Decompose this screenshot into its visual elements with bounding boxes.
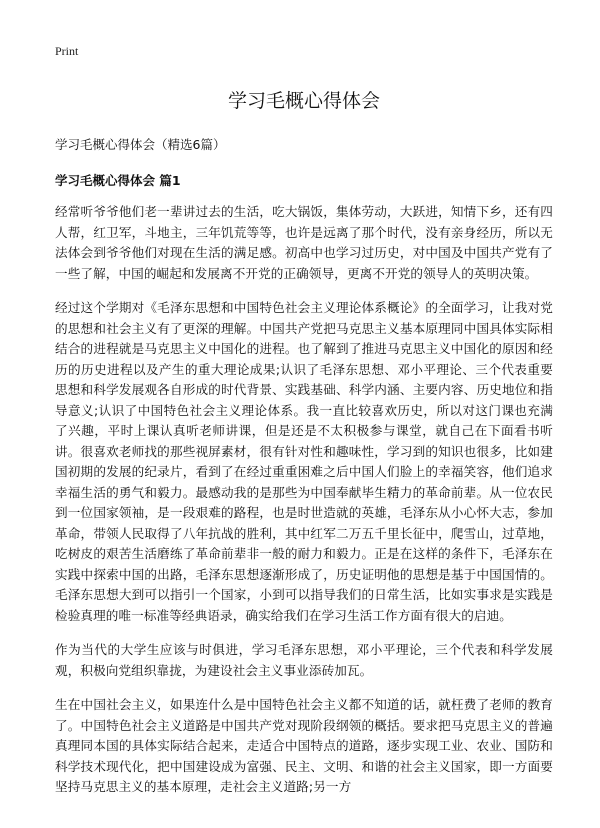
page-title: 学习毛概心得体会: [227, 90, 380, 112]
section-heading: 学习毛概心得体会 篇1: [55, 173, 181, 188]
document-subtitle: 学习毛概心得体会（精选6篇）: [55, 137, 226, 152]
print-link[interactable]: Print: [55, 44, 79, 58]
paragraph-1: 经常听爷爷他们老一辈讲过去的生活，吃大锅饭，集体劳动，大跃进，知情下乡，还有四人帮，红卫军，斗地主，三年饥荒等等，也许是远离了那个时代，没有亲身经历，所以无法体会到爷爷他们对现在生活的满足感。初高中也学习过历史，对中国及中国共产党有了一些了解，中国的崛起和发展离不开党的正确领导，更离不开党的领导人的英明决策。: [55, 204, 553, 281]
paragraph-4: 生在中国社会主义，如果连什么是中国特色社会主义都不知道的话，就枉费了老师的教育了。中国特色社会主义道路是中国共产党对现阶段纲领的概括。要求把马克思主义的普遍真理同本国的具体实际结合起来，走适合中国特点的道路，逐步实现工业、农业、国防和科学技术现代化，把中国建设成为富强、民主、文明、和谐的社会主义国家，即一方面要坚持马克思主义的基本原理，走社会主义道路;另一方: [55, 697, 553, 794]
paragraph-3: 作为当代的大学生应该与时俱进，学习毛泽东思想，邓小平理论，三个代表和科学发展观，积极向党组织靠拢，为建设社会主义事业添砖加瓦。: [55, 642, 553, 678]
paragraph-2: 经过这个学期对《毛泽东思想和中国特色社会主义理论体系概论》的全面学习，让我对党的思想和社会主义有了更深的理解。中国共产党把马克思主义基本原理同中国具体实际相结合的进程就是马克思主义中国化的进程。也了解到了推进马克思主义中国化的原因和经历的历史进程以及产生的重大理论成果;认识了毛泽东思想、邓小平理论、三个代表重要思想和科学发展观各自形成的时代背景、实践基础、科学内涵、主要内容、历史地位和指导意义;认识了中国特色社会主义理论体系。我一直比较喜欢历史，所以对这门课也充满了兴趣，平时上课认真听老师讲课，但是还是不太积极参与课堂，就自己在下面看书听讲。很喜欢老师找的那些视屏素材，很有针对性和趣味性，学习到的知识也很多，比如建国初期的发展的纪录片，看到了在经过重重困难之后中国人们脸上的幸福笑容，他们追求幸福生活的勇气和毅力。最感动我的是那些为中国奉献毕生精力的革命前辈。从一位农民到一位国家领袖，是一段艰难的路程，也是时世造就的英雄，毛泽东从小心怀大志，参加革命，带领人民取得了八年抗战的胜利，其中红军二万五千里长征中，爬雪山，过草地，吃树皮的艰苦生活磨练了革命前辈非一般的耐力和毅力。正是在这样的条件下，毛泽东在实践中探索中国的出路，毛泽东思想逐渐形成了，历史证明他的思想是基于中国国情的。毛泽东思想大到可以指引一个国家，小到可以指导我们的日常生活，比如实事求是实践是检验真理的唯一标准等经典语录，确实给我们在学习生活工作方面有很大的启迪。: [55, 300, 553, 623]
